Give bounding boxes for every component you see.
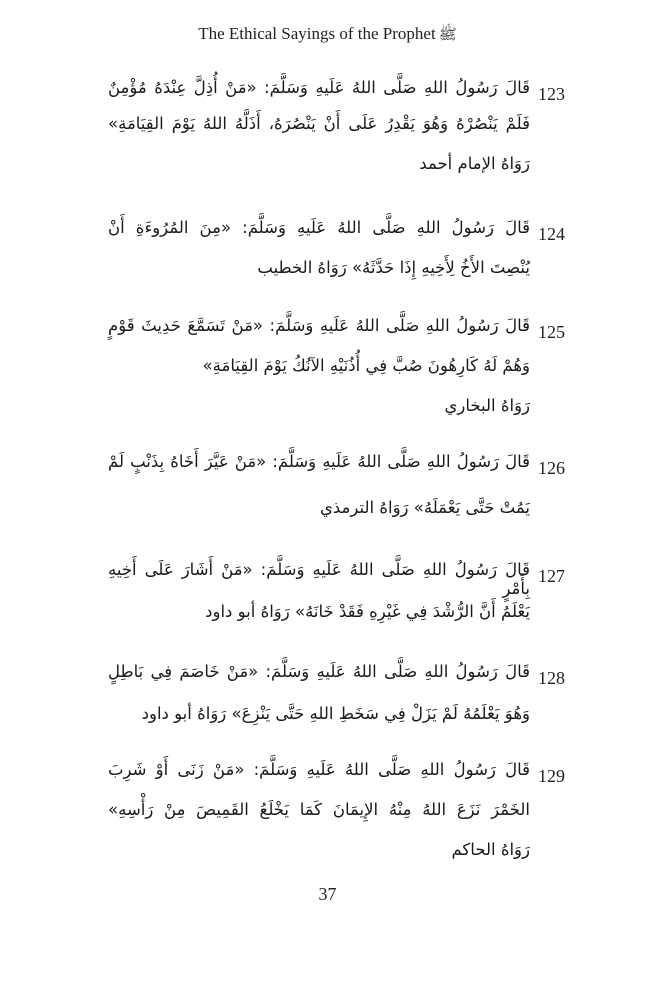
hadith-line: قَالَ رَسُولُ اللهِ صَلَّى اللهُ عَلَيهِ وَسَلَّمَ: «مَنْ أَشَارَ عَلَى أَخِيهِ بِأَمْرٍ (108, 560, 530, 598)
hadith-source: رَوَاهُ الإمام أحمد (419, 154, 530, 173)
book-title: The Ethical Sayings of the Prophet (198, 24, 436, 43)
hadith-source: رَوَاهُ البخاري (444, 396, 530, 415)
hadith-line: وَهُوَ يَعْلَمُهُ لَمْ يَزَلْ فِي سَخَطِ اللهِ حَتَّى يَنْزِعَ» رَوَاهُ أبو داود (141, 704, 530, 723)
hadith-line: قَالَ رَسُولُ اللهِ صَلَّى اللهُ عَلَيهِ وَسَلَّمَ: «مَنْ تَسَمَّعَ حَدِيثَ قَوْمٍ (108, 316, 530, 335)
hadith-number: 123 (538, 84, 565, 104)
hadith-number: 126 (538, 458, 565, 478)
hadith-line: قَالَ رَسُولُ اللهِ صَلَّى اللهُ عَلَيهِ وَسَلَّمَ: «مَنْ أُذِلَّ عِنْدَهُ مُؤْمِنٌ (108, 78, 530, 97)
hadith-line: قَالَ رَسُولُ اللهِ صَلَّى اللهُ عَلَيهِ وَسَلَّمَ: «مَنْ عَيَّرَ أَخَاهُ بِذَنْبٍ لَمْ (108, 452, 530, 471)
hadith-line: قَالَ رَسُولُ اللهِ صَلَّى اللهُ عَلَيهِ وَسَلَّمَ: «مِنَ المُرُوءَةِ أَنْ (108, 218, 530, 237)
hadith-number: 124 (538, 224, 565, 244)
hadith-number: 128 (538, 668, 565, 688)
hadith-line: وَهُمْ لَهُ كَارِهُونَ صُبَّ فِي أُذُنَيْهِ الآنُكُ يَوْمَ القِيَامَةِ» (202, 356, 530, 375)
hadith-line: قَالَ رَسُولُ اللهِ صَلَّى اللهُ عَلَيهِ وَسَلَّمَ: «مَنْ خَاصَمَ فِي بَاطِلٍ (108, 662, 530, 681)
hadith-line: الخَمْرَ نَزَعَ اللهُ مِنْهُ الإِيمَانَ كَمَا يَخْلَعُ القَمِيصَ مِنْ رَأْسِهِ» (108, 800, 530, 819)
hadith-number: 127 (538, 566, 565, 586)
hadith-line: يُنْصِتَ الأَخُ لِأَخِيهِ إِذَا حَدَّثَهُ» رَوَاهُ الخطيب (257, 258, 530, 277)
hadith-line: يَمُتْ حَتَّى يَعْمَلَهُ» رَوَاهُ الترمذي (319, 498, 530, 517)
hadith-number: 125 (538, 322, 565, 342)
page-number: 37 (318, 884, 337, 904)
running-header (0, 24, 655, 47)
hadith-number: 129 (538, 766, 565, 786)
hadith-line: يَعْلَمُ أَنَّ الرُّشْدَ فِي غَيْرِهِ فَقَدْ خَانَهُ» رَوَاهُ أبو داود (205, 602, 530, 621)
hadith-line: قَالَ رَسُولُ اللهِ صَلَّى اللهُ عَلَيهِ وَسَلَّمَ: «مَنْ زَنَى أَوْ شَرِبَ (108, 760, 530, 779)
hadith-line: فَلَمْ يَنْصُرْهُ وَهُوَ يَقْدِرُ عَلَى أَنْ يَنْصُرَهُ، أَذَلَّهُ اللهُ يَوْمَ القِيَامَةِ» (108, 114, 530, 133)
hadith-source: رَوَاهُ الحاكم (451, 840, 530, 859)
honorific-seal-icon: ﷺ (438, 25, 457, 43)
